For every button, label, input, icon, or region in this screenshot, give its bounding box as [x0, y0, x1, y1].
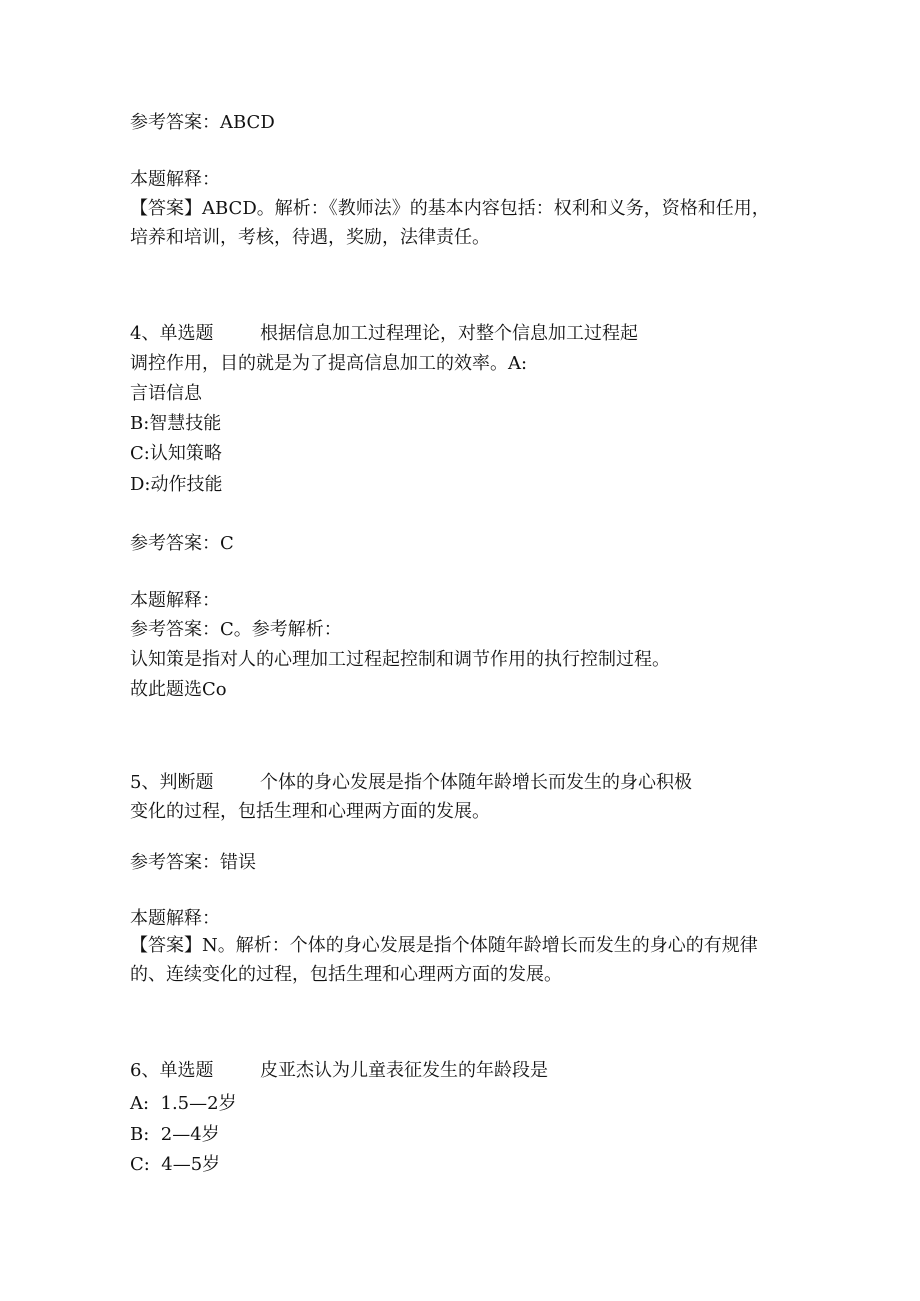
q4-option-d: D:动作技能: [130, 474, 223, 495]
q4-stem-line-1: 根据信息加工过程理论，对整个信息加工过程起: [260, 323, 638, 344]
q5-explain-line-1: 【答案】N。解析：个体的身心发展是指个体随年龄增长而发生的身心的有规律: [130, 935, 758, 956]
q5-explain-label: 本题解释：: [130, 908, 220, 929]
q4-number-type: 4、单选题: [130, 323, 214, 344]
q3-explain-line-1: 【答案】ABCD。解析：《教师法》的基本内容包括：权利和义务，资格和任用，: [130, 198, 770, 219]
q4-explain-line-3: 故此题选Co: [130, 679, 227, 700]
q3-explain-line-2: 培养和培训，考核，待遇，奖励，法律责任。: [130, 227, 490, 248]
q3-answer: 参考答案：ABCD: [130, 112, 275, 133]
q4-answer: 参考答案：C: [130, 533, 234, 554]
q4-explain-line-1: 参考答案：C。参考解析：: [130, 619, 342, 640]
q4-explain-line-2: 认知策是指对人的心理加工过程起控制和调节作用的执行控制过程。: [130, 649, 670, 670]
q6-option-a: A: 1.5—2岁: [130, 1093, 237, 1114]
q4-option-c: C:认知策略: [130, 443, 222, 464]
q4-stem-first-line: [130, 323, 638, 345]
q5-stem-line-1: 个体的身心发展是指个体随年龄增长而发生的身心积极: [260, 772, 692, 793]
q6-stem-first-line: [130, 1060, 548, 1082]
q4-option-a: 言语信息: [130, 383, 202, 404]
q4-stem-line-2: 调控作用，目的就是为了提高信息加工的效率。A:: [130, 353, 528, 374]
q5-answer: 参考答案：错误: [130, 852, 256, 873]
q5-number-type: 5、判断题: [130, 772, 214, 793]
q5-stem-first-line: [130, 772, 692, 794]
q3-explain-label: 本题解释：: [130, 169, 220, 190]
q5-stem-line-2: 变化的过程，包括生理和心理两方面的发展。: [130, 801, 490, 822]
q6-stem-line-1: 皮亚杰认为儿童表征发生的年龄段是: [260, 1060, 548, 1081]
q6-number-type: 6、单选题: [130, 1060, 214, 1081]
q5-explain-line-2: 的、连续变化的过程，包括生理和心理两方面的发展。: [130, 964, 562, 985]
q4-explain-label: 本题解释：: [130, 590, 220, 611]
q4-option-b: B:智慧技能: [130, 413, 222, 434]
q6-option-c: C: 4—5岁: [130, 1154, 221, 1175]
q6-option-b: B: 2—4岁: [130, 1124, 220, 1145]
